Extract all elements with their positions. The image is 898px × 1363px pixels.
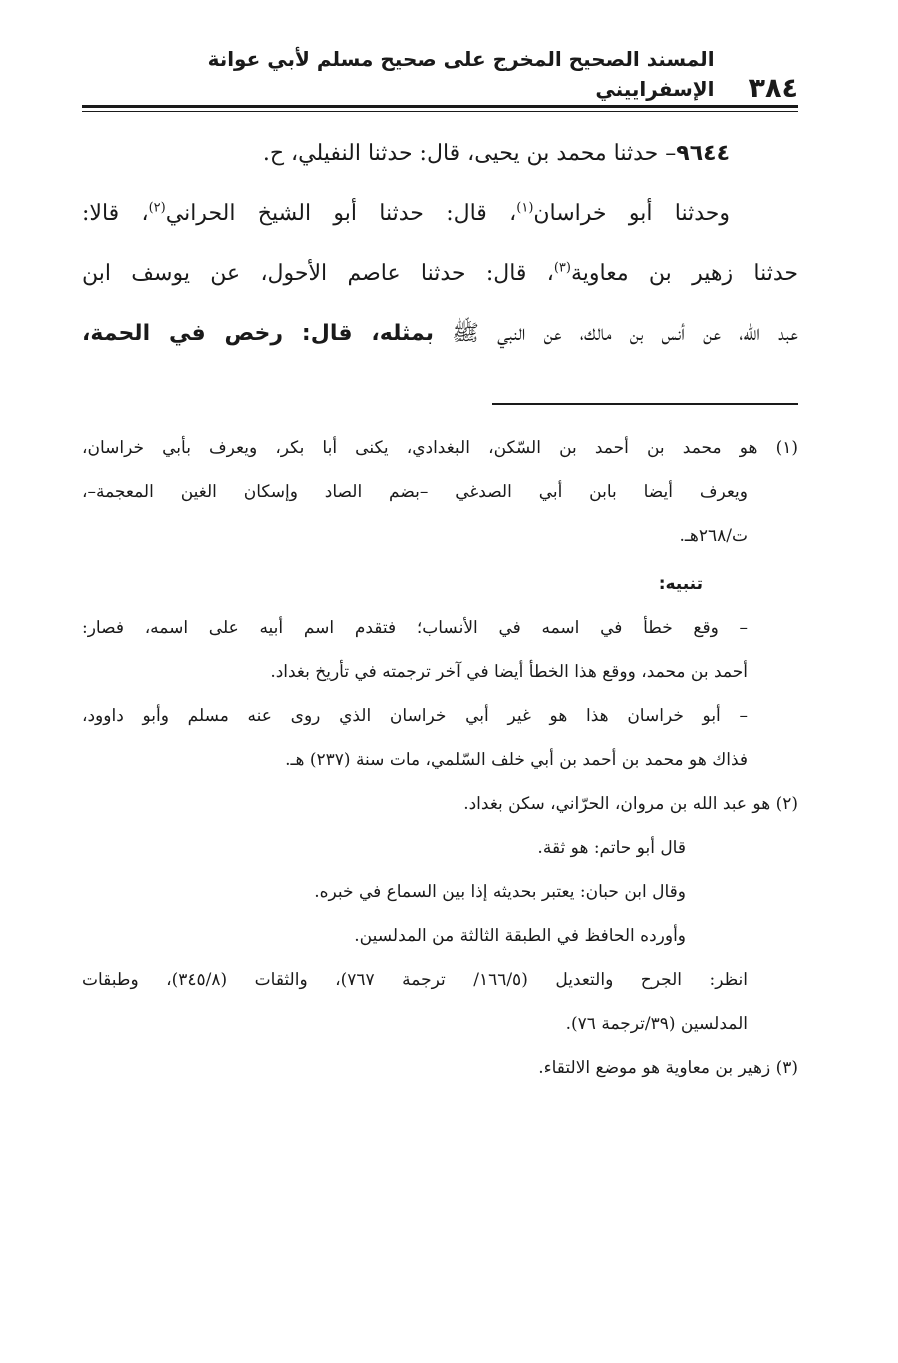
footnotes <box>82 426 798 1090</box>
footnote-ref-2: (٢) <box>148 200 166 216</box>
footnote-3-line-1: (٣) زهير بن معاوية هو موضع الالتقاء. <box>538 1058 798 1078</box>
text-segment: ، قال: حدثنا عاصم الأحول، عن يوسف ابن <box>82 261 554 286</box>
warning-title: تنبيه: <box>658 574 703 594</box>
bold-segment: قال: رخص في الحمة، <box>82 321 353 346</box>
header-rule-thin <box>82 111 798 112</box>
footnote-1-line-1: (١) هو محمد بن أحمد بن السّكن، البغدادي، يكنى أبا بكر، ويعرف بأبي خراسان، <box>82 438 798 458</box>
hadith-line-1-text: – حدثنا محمد بن يحيى، قال: حدثنا النفيلي، ح. <box>262 141 677 166</box>
header-rule-thick <box>82 105 798 108</box>
footnote-2-line-3: وقال ابن حبان: يعتبر بحديثه إذا بين السماع في خبره. <box>314 882 686 902</box>
footnote-1-line-2: ويعرف أيضا بابن أبي الصدغي –بضم الصاد وإسكان الغين المعجمة–، <box>82 482 748 502</box>
warning-2-line-1: – أبو خراسان هذا هو غير أبي خراسان الذي روى عنه مسلم وأبو داوود، <box>82 706 748 726</box>
footnote-1-line-3: ت/٢٦٨هـ. <box>679 526 748 546</box>
warning-1-line-1: – وقع خطأ في اسمه في الأنساب؛ فتقدم اسم أبيه على اسمه، فصار: <box>82 618 748 638</box>
book-title: المسند الصحيح المخرج على صحيح مسلم لأبي عوانة الإسفراييني <box>207 47 715 101</box>
hadith-line-3 <box>82 244 798 304</box>
footnote-ref-1: (١) <box>516 200 534 216</box>
footnote-2-line-1: (٢) هو عبد الله بن مروان، الحرّاني، سكن بغداد. <box>463 794 798 814</box>
text-segment: ، قال: حدثنا أبو الشيخ الحراني <box>165 201 517 226</box>
footnote-separator <box>492 403 798 405</box>
text-segment: وحدثنا أبو خراسان <box>533 201 730 226</box>
hadith-number: ٩٦٤٤ <box>676 141 730 166</box>
hadith-line-4 <box>82 304 798 364</box>
text-segment: حدثنا زهير بن معاوية <box>570 261 798 286</box>
hadith-text <box>82 124 798 364</box>
footnote-2-line-5: انظر: الجرح والتعديل (١٦٦/٥/ ترجمة ٧٦٧)، والثقات (٣٤٥/٨)، وطبقات <box>82 970 748 990</box>
warning-2-line-2: فذاك هو محمد بن أحمد بن أبي خلف السّلمي، مات سنة (٢٣٧) هـ. <box>285 750 748 770</box>
running-header <box>82 47 798 104</box>
hadith-line-1 <box>82 124 798 184</box>
bold-segment: بمثله، <box>352 321 435 346</box>
footnote-ref-3: (٣) <box>553 260 571 276</box>
footnote-2-line-2: قال أبو حاتم: هو ثقة. <box>537 838 686 858</box>
text-segment: ، قالا: <box>82 201 149 226</box>
footnote-2-line-6: المدلسين (٣٩/ترجمة ٧٦). <box>565 1014 748 1034</box>
warning-1-line-2: أحمد بن محمد، ووقع هذا الخطأ أيضا في آخر ترجمته في تأريخ بغداد. <box>270 662 748 682</box>
hadith-line-2 <box>82 184 798 244</box>
text-segment: عبد الله، عن أنس بن مالك، عن النبي ﷺ <box>434 321 798 346</box>
page-number: ٣٨٤ <box>748 73 798 104</box>
footnote-2-line-4: وأورده الحافظ في الطبقة الثالثة من المدلسين. <box>354 926 686 946</box>
